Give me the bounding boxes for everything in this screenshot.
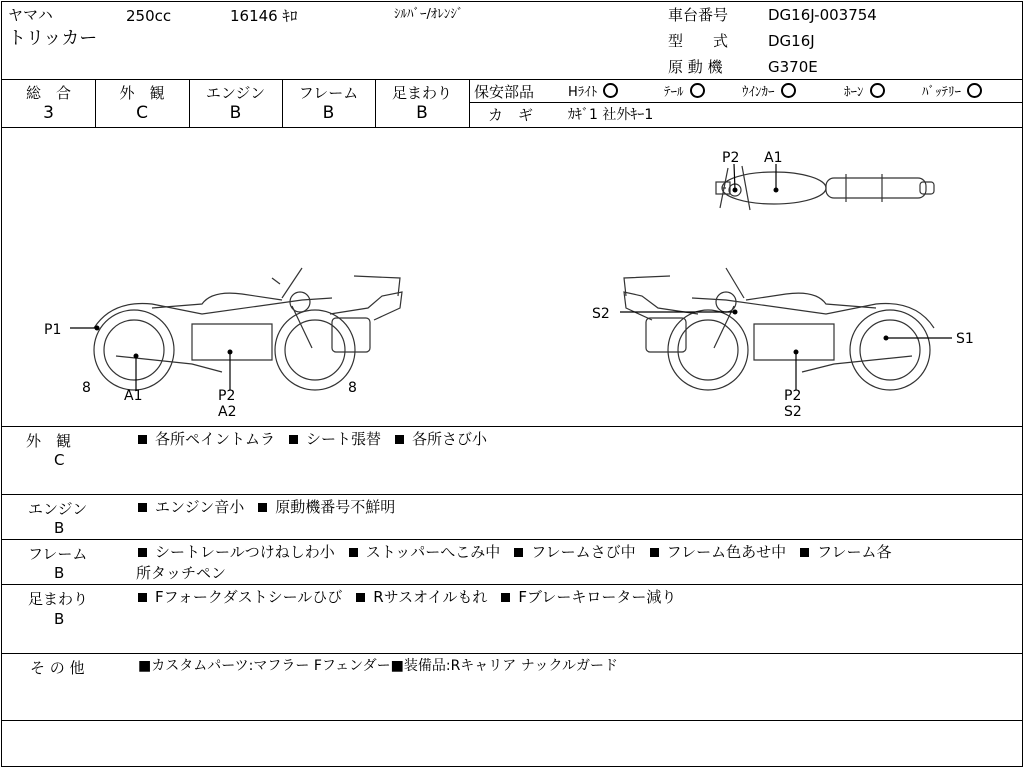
grade-overall-label: 総 合 [25,84,71,102]
key-value: ｶｷﾞ1 社外ｷｰ1 [568,107,654,123]
section-title-suspension: 足まわり [28,590,89,608]
label-left-a1: A1 [124,388,143,404]
label-left-p2: P2 [218,388,236,404]
ok-circle-icon [690,83,705,98]
section-notes-engine: エンジン音小 原動機番号不鮮明 [138,497,409,518]
section-title-engine: エンジン [28,500,88,518]
label-right-p2: P2 [784,388,802,404]
label-right-s1: S1 [956,331,974,347]
section-title-other: そ の 他 [30,659,85,677]
ok-circle-icon [967,83,982,98]
type-value: DG16J [768,32,815,50]
section-grade-exterior: C [54,451,65,469]
divider [2,79,1022,80]
section-notes-suspension: Fフォークダストシールひび Rサスオイルもれ Fブレーキローター減り [138,587,690,608]
frame-number: DG16J-003754 [768,6,877,24]
safety-item-horn: ﾎｰﾝ [844,83,885,102]
label-right-s2b: S2 [784,404,802,420]
bike-top-view [716,166,934,210]
divider [469,102,1022,103]
displacement: 250cc [126,7,172,25]
engine-label: 原 動 機 [668,58,723,76]
label-left-p1: P1 [44,322,62,338]
ok-circle-icon [603,83,618,98]
ok-circle-icon [870,83,885,98]
label-top-p2: P2 [722,150,740,166]
safety-item-battery: ﾊﾞｯﾃﾘｰ [922,83,982,102]
mileage: 16146 ｷﾛ [230,7,298,25]
grade-engine-label: エンジン [205,84,266,102]
motorcycle-diagram [2,128,1022,426]
label-left-8b: 8 [348,380,357,396]
bike-left-view [94,268,402,390]
label-left-8a: 8 [82,380,91,396]
grade-frame-value: B [322,103,335,123]
section-title-frame: フレーム [28,545,88,563]
section-notes-frame-wrap: 所タッチペン [136,564,227,582]
divider [2,426,1022,427]
maker: ヤマハ [8,6,53,24]
section-title-exterior: 外 観 [26,432,72,450]
color: ｼﾙﾊﾞｰ/ｵﾚﾝｼﾞ [394,7,464,22]
label-left-a2: A2 [218,404,237,420]
label-right-s2: S2 [592,306,610,322]
safety-item-winker: ｳｲﾝｶｰ [742,83,796,102]
safety-item-tail: ﾃｰﾙ [664,83,705,102]
grade-suspension-label: 足まわり [391,84,452,102]
section-grade-suspension: B [54,610,65,628]
grade-exterior-value: C [136,103,148,123]
type-label: 型 式 [668,32,729,50]
safety-title: 保安部品 [474,83,535,101]
section-grade-frame: B [54,564,65,582]
grade-suspension-value: B [416,103,428,123]
frame-label: 車台番号 [668,6,729,24]
grade-engine-value: B [229,103,242,123]
section-notes-exterior: 各所ペイントムラ シート張替 各所さび小 [138,429,501,450]
ok-circle-icon [781,83,796,98]
key-label: カ ギ [488,106,534,124]
grade-frame-label: フレーム [298,84,359,102]
inspection-sheet [1,1,1023,767]
grade-exterior-label: 外 観 [119,84,165,102]
model-name: トリッカー [8,28,98,49]
grade-overall-value: 3 [43,103,54,123]
section-grade-engine: B [54,519,65,537]
label-top-a1: A1 [764,150,783,166]
bike-right-view [624,268,934,390]
section-notes-other: ■カスタムパーツ:マフラー Fフェンダー■装備品:Rキャリア ナックルガード [138,658,619,674]
leader-lines [70,164,952,390]
engine-value: G370E [768,58,818,76]
safety-item-headlight: Hﾗｲﾄ [568,83,618,102]
section-notes-frame: シートレールつけねしわ小 ストッパーへこみ中 フレームさび中 フレーム色あせ中 フレーム各 [138,542,891,563]
